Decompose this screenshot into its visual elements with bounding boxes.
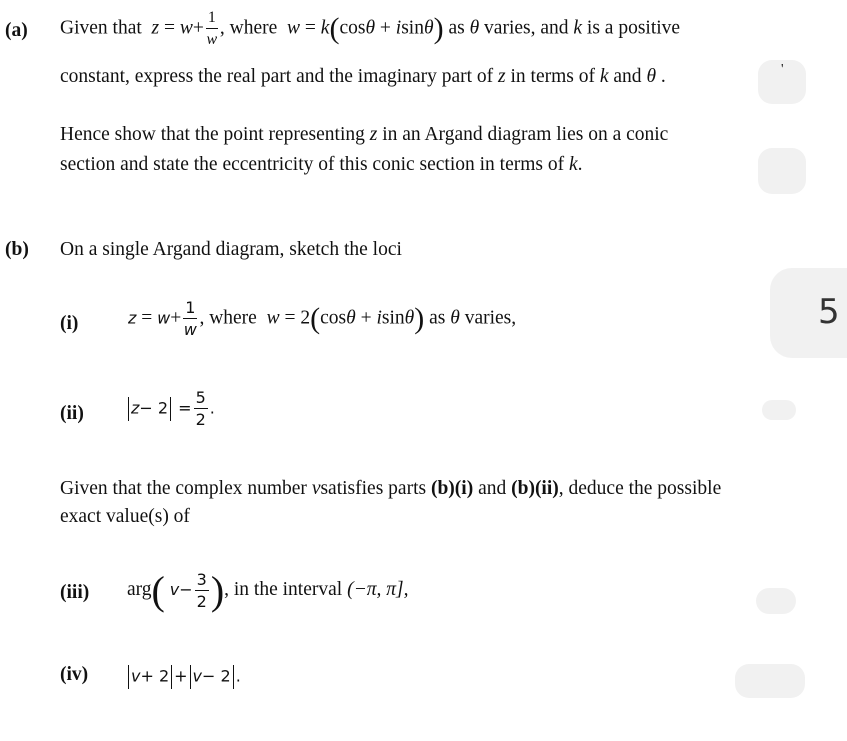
var-v: v [311,478,321,499]
abs-bar [171,665,172,689]
abs-bar [233,665,234,689]
numerator: 1 [206,10,218,29]
theta: θ [365,17,376,39]
equals: = [284,307,296,329]
var-k: k [599,66,609,87]
given-line-2: exact value(s) of [60,506,190,527]
minus-two: − 2 [202,666,231,686]
fraction-5-over-2 [194,390,208,428]
text: Hence show that the point representing [60,124,365,145]
theta: θ [469,17,480,39]
var-k: k [569,154,578,175]
abs-bar [128,397,129,421]
text: as [448,17,465,39]
paren: ) [414,302,425,335]
plus: + [170,307,182,329]
period: . [209,398,215,418]
margin-shade [758,148,806,194]
part-a-line-1 [60,10,680,48]
ref-b-i: (b)(i) [430,478,474,499]
comma: , [199,307,205,329]
part-b-iv-label: (iv) [60,664,89,685]
numerator: 5 [195,388,206,407]
denominator: 2 [195,410,206,429]
imag-unit: i [395,17,402,39]
var-z: z [498,66,506,87]
equals: = [141,307,153,329]
var-w: w [287,17,301,39]
paren: ) [433,12,444,45]
margin-shade [735,664,805,698]
plus: + [360,307,372,329]
given-line-1 [60,475,721,503]
part-a-label: (a) [5,20,28,41]
var-z: z [369,124,378,145]
comma: , [219,17,225,39]
text: Given that the complex number [60,478,307,499]
cos: cos [339,17,366,39]
two: 2 [300,307,311,329]
text: in an Argand diagram lies on a conic [382,124,669,145]
paren: ( [151,568,165,613]
paren: ) [210,568,225,613]
var-k: k [320,17,330,39]
plus: + [174,666,188,686]
denominator: w [206,31,218,48]
var-z: z [151,17,160,39]
plus: + [192,17,204,39]
part-b-given [60,475,721,531]
var-z: z [128,308,137,328]
equals: = [164,17,175,39]
equals: = [178,398,192,418]
denominator: w [183,320,197,339]
fraction-1-over-w [183,300,197,338]
var-w: w [266,307,280,329]
theta: θ [450,307,460,329]
var-w: w [157,308,171,328]
theta: θ [423,17,434,39]
var-w: w [179,17,193,39]
fraction-1-over-w [206,10,218,48]
comma: , [224,578,230,600]
sin: sin [381,307,405,329]
part-b-ii-expression [126,390,215,428]
text: , deduce the possible [558,478,722,499]
hence-line-1 [60,120,668,150]
period: . [235,666,241,686]
numerator: 3 [196,569,207,589]
equals: = [304,17,316,39]
margin-tick: ' [781,62,784,77]
cos: cos [320,307,347,329]
interval-range: (−π, π], [347,578,409,600]
minus-two: − 2 [139,398,169,418]
text: section and state the eccentricity of this conic section in terms of [60,154,565,175]
theta: θ [404,307,415,329]
part-a-line-2 [60,66,666,88]
margin-shade [762,400,796,420]
theta: θ [646,66,657,87]
text: Given that [60,17,142,39]
var-v: v [192,666,203,686]
plus: + [379,17,391,39]
text: varies, and [484,17,569,39]
text: constant, express the real part and the imaginary part of [60,66,494,87]
arg: arg [127,578,152,600]
part-b-iv-expression [126,665,241,689]
var-z: z [131,398,140,418]
abs-bar [128,665,129,689]
abs-bar [170,397,171,421]
var-v: v [131,666,141,686]
part-a-hence [60,120,668,180]
text: as [429,307,446,329]
text: and [478,478,507,499]
abs-bar [190,665,191,689]
margin-shade [756,588,796,614]
ref-b-ii: (b)(ii) [511,478,559,499]
paren: ( [329,12,340,45]
period: . [660,66,666,87]
text: varies, [464,307,517,329]
hence-line-2 [60,150,668,180]
text: and [613,66,642,87]
part-b-i-expression [128,300,516,338]
imag-unit: i [376,307,382,329]
fraction-3-over-2 [195,569,209,611]
sin: sin [401,17,424,39]
part-b-ii-label: (ii) [60,403,84,424]
text: in terms of [510,66,595,87]
numerator: 1 [185,298,196,317]
var-k: k [573,17,583,39]
mark-5: 5 [818,292,840,332]
theta: θ [346,307,356,329]
part-b-iii-expression [127,567,408,614]
text: is a positive [586,17,681,39]
part-b-intro: On a single Argand diagram, sketch the loci [60,239,402,260]
minus: − [179,579,193,599]
part-b-iii-label: (iii) [60,582,90,603]
text: where [229,17,278,39]
var-v: v [169,579,180,599]
period: . [577,154,583,175]
text: where [209,307,257,329]
text: in the interval [233,578,343,600]
plus-two: + 2 [140,666,170,686]
text: satisfies parts [320,478,427,499]
denominator: 2 [196,591,207,611]
part-b-label: (b) [5,239,29,260]
paren: ( [310,302,321,335]
part-b-i-label: (i) [60,313,79,334]
